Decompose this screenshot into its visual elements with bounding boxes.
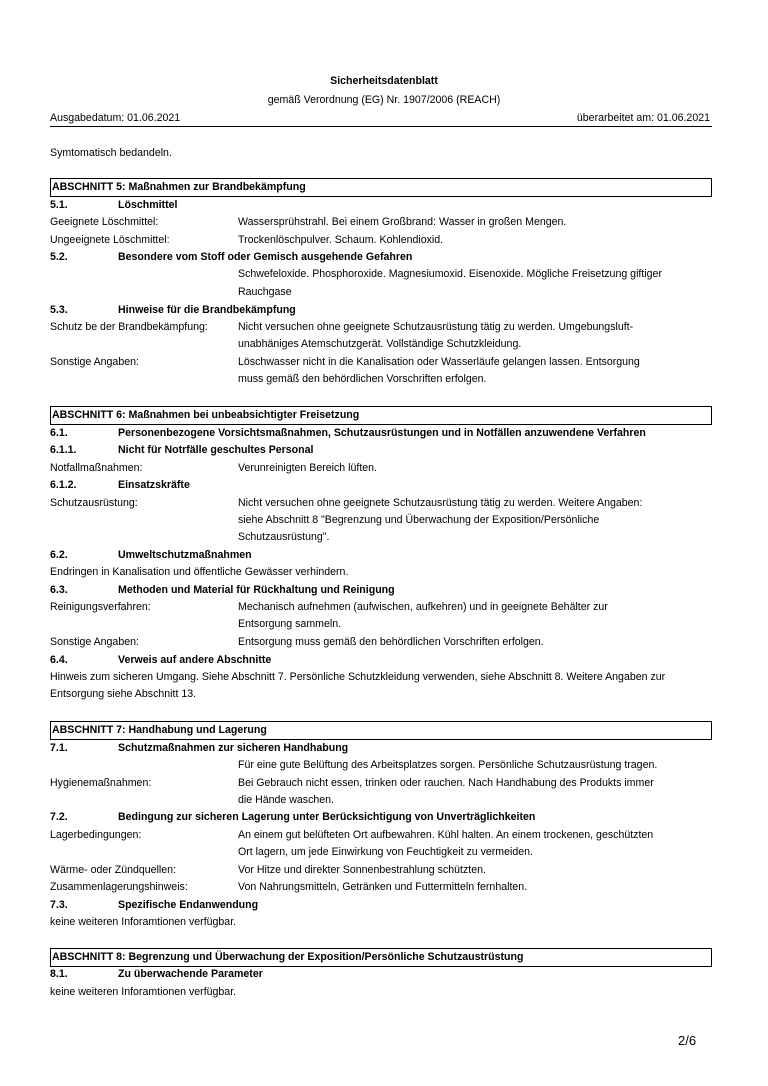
field-value: Nicht versuchen ohne geeignete Schutzausrüstung tätig zu werden. Weitere Angaben: bbox=[238, 497, 643, 509]
field-value: Löschwasser nicht in die Kanalisation oder Wasserläufe gelangen lassen. Entsorgung bbox=[238, 356, 640, 368]
field-value: unabhäniges Atemschutzgerät. Vollständige Schutzkleidung. bbox=[238, 338, 522, 350]
paragraph: keine weiteren Inforamtionen verfügbar. bbox=[50, 916, 237, 928]
subsection-number: 5.3. bbox=[50, 304, 68, 316]
subsection-title: Einsatzskräfte bbox=[118, 479, 190, 491]
section-7-heading: ABSCHNITT 7: Handhabung und Lagerung bbox=[50, 721, 712, 739]
field-label: Sonstige Angaben: bbox=[50, 636, 139, 648]
subsection-number: 6.3. bbox=[50, 584, 68, 596]
field-label: Lagerbedingungen: bbox=[50, 829, 142, 841]
paragraph: Hinweis zum sicheren Umgang. Siehe Abschnitt 7. Persönliche Schutzkleidung verwenden, siehe Abschnitt 8. Weitere Angaben zur bbox=[50, 671, 666, 683]
section-5-heading: ABSCHNITT 5: Maßnahmen zur Brandbekämpfung bbox=[50, 178, 712, 196]
subsection-number: 6.1.2. bbox=[50, 479, 77, 491]
subsection-title: Bedingung zur sicheren Lagerung unter Berücksichtigung von Unverträglichkeiten bbox=[118, 811, 536, 823]
subsection-title: Umweltschutzmaßnahmen bbox=[118, 549, 252, 561]
subsection-number: 7.2. bbox=[50, 811, 68, 823]
field-value: Ort lagern, um jede Einwirkung von Feuchtigkeit zu vermeiden. bbox=[238, 846, 534, 858]
document-title: Sicherheitsdatenblatt bbox=[330, 75, 438, 87]
field-value: siehe Abschnitt 8 "Begrenzung und Überwachung der Exposition/Persönliche bbox=[238, 514, 600, 526]
revision-date: überarbeitet am: 01.06.2021 bbox=[576, 112, 710, 124]
subsection-number: 5.2. bbox=[50, 251, 68, 263]
subsection-title: Nicht für Notrfälle geschultes Personal bbox=[118, 444, 314, 456]
subsection-number: 6.4. bbox=[50, 654, 68, 666]
subsection-title: Personenbezogene Vorsichtsmaßnahmen, Schutzausrüstungen und in Notfällen anzuwendene Verfahren bbox=[118, 427, 646, 439]
subsection-number: 6.2. bbox=[50, 549, 68, 561]
page-number: 2/6 bbox=[678, 1033, 697, 1048]
subsection-number: 6.1.1. bbox=[50, 444, 77, 456]
subsection-title: Spezifische Endanwendung bbox=[118, 899, 259, 911]
field-value: Schwefeloxide. Phosphoroxide. Magnesiumoxid. Eisenoxide. Mögliche Freisetzung giftiger bbox=[238, 268, 662, 280]
field-value: muss gemäß den behördlichen Vorschriften erfolgen. bbox=[238, 373, 487, 385]
field-value: Trockenlöschpulver. Schaum. Kohlendioxid. bbox=[238, 234, 444, 246]
field-label: Hygienemaßnahmen: bbox=[50, 777, 152, 789]
field-value: Verunreinigten Bereich lüften. bbox=[238, 462, 377, 474]
field-label: Schutz be der Brandbekämpfung: bbox=[50, 321, 208, 333]
field-value: Wassersprühstrahl. Bei einem Großbrand: Wasser in großen Mengen. bbox=[238, 216, 567, 228]
section-6-heading: ABSCHNITT 6: Maßnahmen bei unbeabsichtigter Freisetzung bbox=[50, 406, 712, 424]
subsection-title: Löschmittel bbox=[118, 199, 178, 211]
paragraph: Endringen in Kanalisation und öffentliche Gewässer verhindern. bbox=[50, 566, 349, 578]
field-value: Rauchgase bbox=[238, 286, 292, 298]
section-7-heading-rule bbox=[50, 739, 712, 740]
subsection-number: 5.1. bbox=[50, 199, 68, 211]
section-6-heading-rule bbox=[50, 424, 712, 425]
field-label: Geeignete Löschmittel: bbox=[50, 216, 159, 228]
field-value: die Hände waschen. bbox=[238, 794, 334, 806]
field-value: Von Nahrungsmitteln, Getränken und Futtermitteln fernhalten. bbox=[238, 881, 528, 893]
subsection-number: 6.1. bbox=[50, 427, 68, 439]
section-8-heading: ABSCHNITT 8: Begrenzung und Überwachung der Exposition/Persönliche Schutzaustrüstung bbox=[50, 948, 712, 966]
field-label: Zusammenlagerungshinweis: bbox=[50, 881, 188, 893]
paragraph: Entsorgung siehe Abschnitt 13. bbox=[50, 688, 197, 700]
subsection-number: 8.1. bbox=[50, 968, 68, 980]
field-value: Vor Hitze und direkter Sonnenbestrahlung schützten. bbox=[238, 864, 486, 876]
field-value: Schutzausrüstung". bbox=[238, 531, 330, 543]
section-8-heading-rule bbox=[50, 966, 712, 967]
intro-text: Symtomatisch bedandeln. bbox=[50, 147, 172, 159]
field-value: Entsorgung sammeln. bbox=[238, 618, 342, 630]
field-value: Entsorgung muss gemäß den behördlichen Vorschriften erfolgen. bbox=[238, 636, 544, 648]
subsection-title: Besondere vom Stoff oder Gemisch ausgehende Gefahren bbox=[118, 251, 413, 263]
subsection-title: Hinweise für die Brandbekämpfung bbox=[118, 304, 296, 316]
header-rule bbox=[50, 126, 712, 127]
field-label: Reinigungsverfahren: bbox=[50, 601, 151, 613]
field-value: Mechanisch aufnehmen (aufwischen, aufkehren) und in geeignete Behälter zur bbox=[238, 601, 608, 613]
subsection-number: 7.1. bbox=[50, 742, 68, 754]
field-value: Nicht versuchen ohne geeignete Schutzausrüstung tätig zu werden. Umgebungsluft- bbox=[238, 321, 634, 333]
subsection-title: Methoden und Material für Rückhaltung und Reinigung bbox=[118, 584, 395, 596]
document-subtitle: gemäß Verordnung (EG) Nr. 1907/2006 (REACH) bbox=[267, 94, 501, 106]
subsection-title: Zu überwachende Parameter bbox=[118, 968, 263, 980]
issue-date: Ausgabedatum: 01.06.2021 bbox=[50, 112, 181, 124]
field-label: Notfallmaßnahmen: bbox=[50, 462, 143, 474]
subsection-number: 7.3. bbox=[50, 899, 68, 911]
paragraph: keine weiteren Inforamtionen verfügbar. bbox=[50, 986, 237, 998]
field-value: Für eine gute Belüftung des Arbeitsplatzes sorgen. Persönliche Schutzausrüstung tragen. bbox=[238, 759, 658, 771]
field-value: An einem gut belüfteten Ort aufbewahren. Kühl halten. An einem trockenen, geschützten bbox=[238, 829, 654, 841]
field-label: Schutzausrüstung: bbox=[50, 497, 138, 509]
field-label: Wärme- oder Zündquellen: bbox=[50, 864, 177, 876]
section-5-heading-rule bbox=[50, 196, 712, 197]
field-value: Bei Gebrauch nicht essen, trinken oder rauchen. Nach Handhabung des Produkts immer bbox=[238, 777, 654, 789]
field-label: Ungeeignete Löschmittel: bbox=[50, 234, 170, 246]
subsection-title: Verweis auf andere Abschnitte bbox=[118, 654, 272, 666]
subsection-title: Schutzmaßnahmen zur sicheren Handhabung bbox=[118, 742, 349, 754]
field-label: Sonstige Angaben: bbox=[50, 356, 139, 368]
